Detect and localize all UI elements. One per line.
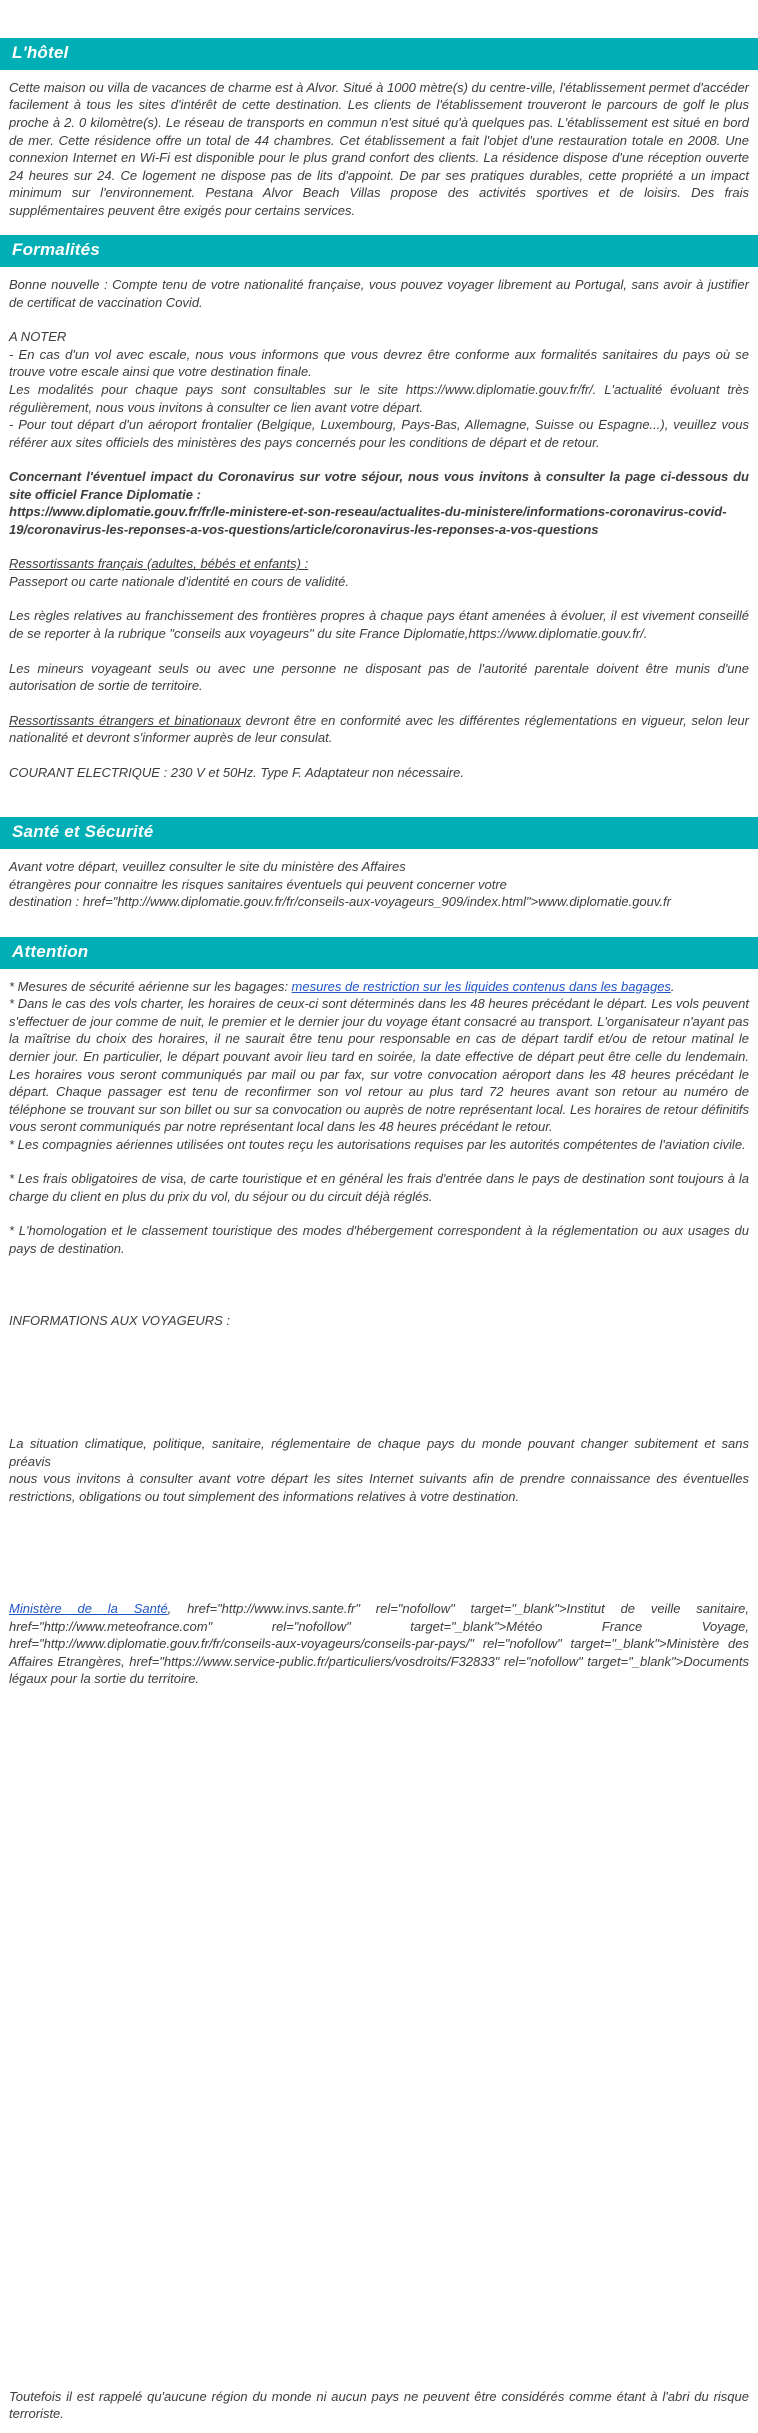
attention-baggage bbox=[9, 978, 749, 996]
formalites-note-item: - En cas d'un vol avec escale, nous vous informons que vous devrez être conforme aux formalités sanitaires du pays où se trouve votre escale ainsi que votre destination finale. bbox=[9, 346, 749, 380]
section-header-attention: Attention bbox=[0, 937, 758, 969]
attention-situation: La situation climatique, politique, sanitaire, réglementaire de chaque pays du monde pouvant changer subitement et sans préavis bbox=[9, 1436, 749, 1469]
section-header-hotel: L'hôtel bbox=[0, 38, 758, 70]
formalites-covid-url: https://www.diplomatie.gouv.fr/fr/le-ministere-et-son-reseau/actualites-du-ministere/informations-coronavirus-covid-19/coronavirus-les-reponses-a-vos-questions/article/coronavirus-les-reponses-a-vos-questions bbox=[9, 504, 727, 537]
attention-charter: * Dans le cas des vols charter, les horaires de ceux-ci sont déterminés dans les 48 heures précédant le départ. Les vols peuvent s'effectuer de jour comme de nuit, le premier et le dernier jour du voyage étant consacré au transport. L'organisateur n'ayant pas la maîtrise du choix des horaires, il ne saurait être tenu pour responsable en cas de départ tardif et/ou de retour matinal le dernier jour. En particulier, le départ pouvant avoir lieu tard en soirée, la date effective de départ peut être celle du lendemain. Les horaires vous seront communiqués par mail ou par fax, sur votre convocation aéroport dans les 48 heures précédant le départ. Chaque passager est tenu de reconfirmer son vol retour au plus tard 72 heures avant son retour au numéro de téléphone se trouvant sur son billet ou sur sa convocation ou auprès de notre représentant local. Les horaires de retour définitifs vous seront communiqués par notre représentant local dans les 48 heures précédant le retour. bbox=[9, 996, 749, 1135]
formalites-foreign-nationals-underline: Ressortissants étrangers et binationaux bbox=[9, 712, 241, 728]
formalites-border-rules: Les règles relatives au franchissement des frontières propres à chaque pays étant amenées à évoluer, il est vivement conseillé de se reporter à la rubrique "conseils aux voyageurs" du site France Diplomatie,https://www.diplomatie.gouv.fr/. bbox=[9, 608, 749, 641]
top-spacer bbox=[0, 0, 758, 38]
attention-situation: nous vous invitons à consulter avant votre départ les sites Internet suivants afin de prendre connaissance des éventuelles restrictions, obligations ou tout simplement des informations relatives à votre destination. bbox=[9, 1471, 749, 1504]
section-header-formalites: Formalités bbox=[0, 235, 758, 267]
formalites-french-nationals-heading: Ressortissants français (adultes, bébés et enfants) : bbox=[9, 556, 309, 572]
baggage-restrictions-link[interactable]: mesures de restriction sur les liquides contenus dans les bagages bbox=[291, 978, 671, 994]
attention-ministry bbox=[9, 1600, 749, 1688]
formalites-french-nationals-body: Passeport ou carte nationale d'identité en cours de validité. bbox=[9, 573, 349, 589]
formalites-intro: Bonne nouvelle : Compte tenu de votre nationalité française, vous pouvez voyager librement au Portugal, sans avoir à justifier de certificat de vaccination Covid. bbox=[9, 277, 749, 310]
section-gap bbox=[0, 781, 758, 817]
section-gap bbox=[0, 911, 758, 937]
hotel-description: Cette maison ou villa de vacances de charme est à Alvor. Situé à 1000 mètre(s) du centre-ville, l'établissement permet d'accéder facilement à tous les sites d'intérêt de cette destination. Les clients de l'établissement trouveront le parcours de golf le plus proche à 2. 0 kilomètre(s). Le réseau de transports en commun n'est situé qu'à quelques pas. L'établissement est situé en bord de mer. Cette résidence offre un total de 44 chambres. Cet établissement a fait l'objet d'une restauration totale en 2008. Une connexion Internet en Wi-Fi est disponible pour le plus grand confort des clients. La résidence dispose d'une réception ouverte 24 heures sur 24. Ce logement ne dispose pas de lits d'appoint. De par ses pratiques durables, cette propriété a un impact minimum sur l'environnement. Pestana Alvor Beach Villas propose des activités sportives et de loisirs. Des frais supplémentaires peuvent être exigés pour certains services. bbox=[9, 79, 749, 218]
sante-line: destination : href="http://www.diplomatie.gouv.fr/fr/conseils-aux-voyageurs_909/index.html">www.diplomatie.gouv.fr bbox=[9, 894, 671, 910]
attention-ministry-rest: , href="http://www.invs.sante.fr" rel="nofollow" target="_blank">Institut de veille sanitaire, href="http://www.meteofrance.com" rel="nofollow" target="_blank">Météo France Voyage, href="http://www.diplomatie.gouv.fr/fr/conseils-aux-voyageurs/conseils-par-pays/" rel="nofollow" target="_blank">Ministère des Affaires Etrangères, href="https://www.service-public.fr/particuliers/vosdroits/F32833" rel="nofollow" target="_blank">Documents légaux pour la sortie du territoire. bbox=[9, 1601, 749, 1687]
section-formalites-content bbox=[0, 267, 758, 781]
formalites-note-item: - Pour tout départ d'un aéroport frontalier (Belgique, Luxembourg, Pays-Bas, Allemagne, Suisse ou Espagne...), veuillez vous référer aux sites officiels des ministères des pays concernés pour les conditions de départ et de retour. bbox=[9, 417, 749, 450]
section-hotel-content bbox=[0, 70, 758, 219]
attention-baggage-suffix: . bbox=[670, 978, 675, 994]
section-header-sante: Santé et Sécurité bbox=[0, 817, 758, 849]
attention-homologation: * L'homologation et le classement touristique des modes d'hébergement correspondent à la réglementation ou aux usages du pays de destination. bbox=[9, 1223, 749, 1256]
attention-info-heading: INFORMATIONS AUX VOYAGEURS : bbox=[9, 1313, 231, 1329]
attention-visa-fees: * Les frais obligatoires de visa, de carte touristique et en général les frais d'entrée dans le pays de destination sont toujours à la charge du client en plus du prix du vol, du séjour ou du circuit déjà réglés. bbox=[9, 1171, 749, 1204]
bottom-spacer bbox=[9, 1688, 749, 2388]
formalites-minors: Les mineurs voyageant seuls ou avec une personne ne disposant pas de l'autorité parentale doivent être munis d'une autorisation de sortie de territoire. bbox=[9, 660, 749, 694]
attention-terrorism-notice: Toutefois il est rappelé qu'aucune région du monde ni aucun pays ne peuvent être considérés comme étant à l'abri du risque terroriste. bbox=[9, 2388, 749, 2422]
sante-line: Avant votre départ, veuillez consulter le site du ministère des Affaires bbox=[9, 859, 406, 875]
end-padding bbox=[9, 2423, 749, 2433]
section-gap bbox=[0, 219, 758, 235]
attention-baggage-prefix: * Mesures de sécurité aérienne sur les bagages: bbox=[9, 978, 292, 994]
formalites-foreign-nationals-rest: devront être en conformité avec les différentes réglementations en vigueur, selon leur nationalité et devront s'informer auprès de leur consulat. bbox=[9, 712, 749, 746]
formalites-note-heading: A NOTER bbox=[9, 329, 67, 345]
formalites-foreign-nationals bbox=[9, 712, 749, 747]
formalites-covid-notice: Concernant l'éventuel impact du Coronavirus sur votre séjour, nous vous invitons à consulter la page ci-dessous du site officiel France Diplomatie : bbox=[9, 469, 749, 502]
sante-line: étrangères pour connaitre les risques sanitaires éventuels qui peuvent concerner votre bbox=[9, 876, 507, 892]
health-ministry-link[interactable]: Ministère de la Santé bbox=[9, 1601, 168, 1617]
formalites-electric-current: COURANT ELECTRIQUE : 230 V et 50Hz. Type F. Adaptateur non nécessaire. bbox=[9, 764, 464, 780]
attention-airlines: * Les compagnies aériennes utilisées ont toutes reçu les autorisations requises par les autorités compétentes de l'aviation civile. bbox=[9, 1136, 746, 1152]
section-attention-content bbox=[0, 969, 758, 2433]
formalites-note-item: Les modalités pour chaque pays sont consultables sur le site https://www.diplomatie.gouv.fr/fr/. L'actualité évoluant très régulièrement, nous vous invitons à consulter ce lien avant votre départ. bbox=[9, 381, 749, 415]
section-sante-content bbox=[0, 849, 758, 911]
